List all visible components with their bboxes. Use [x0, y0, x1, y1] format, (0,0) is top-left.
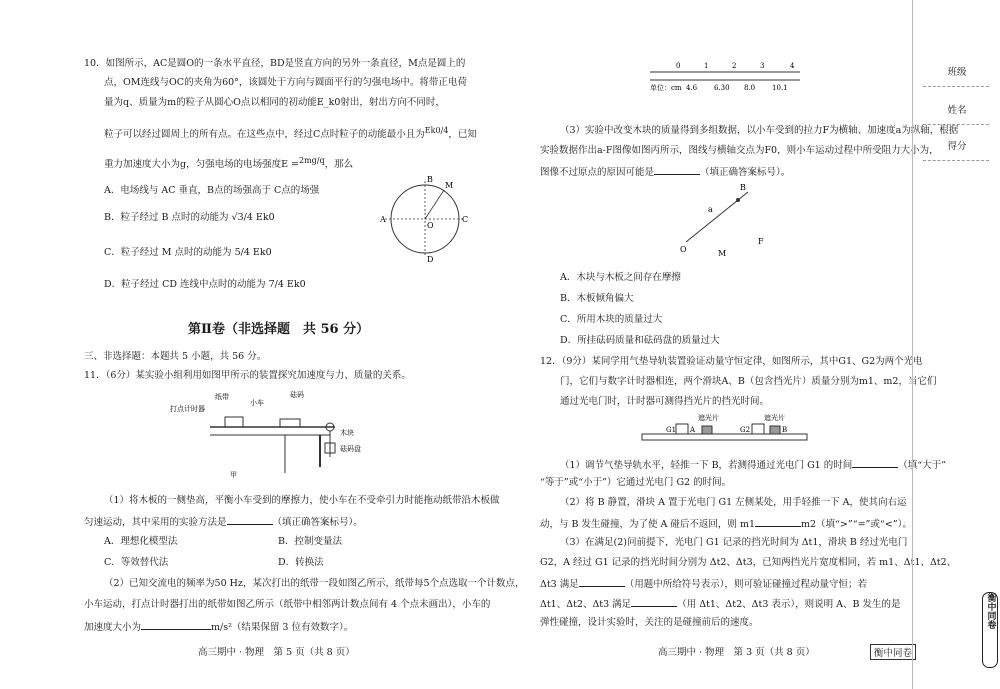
q11-p1: （1）将木板的一侧垫高，平衡小车受到的摩擦力，使小车在不受牵引力时能拖动纸带沿木板做	[104, 495, 500, 506]
q10-line4: 粒子可以经过圆周上的所有点。在这些点中，经过C点时粒子的动能最小且为$^{Ek0/4}$，已知	[104, 126, 477, 140]
q11-p2: （2）已知交流电的频率为50 Hz，某次打出的纸带一段如图乙所示，纸带每5个点选取一个计数点，	[104, 578, 525, 589]
track-label-g2: G2	[740, 426, 751, 434]
q11-p2c: 加速度大小为 m/s²（结果保留 3 位有效数字）。	[84, 622, 354, 633]
circle-label-d: D	[427, 255, 434, 262]
tape-seg-2: 8.0	[744, 84, 756, 92]
q11-answer-blank-1[interactable]	[227, 515, 273, 525]
tape-units: 单位：cm	[650, 84, 682, 92]
q12-p2: “等于”或“小于”）它通过光电门 G2 的时间。	[540, 477, 732, 488]
binding-sidebar	[912, 0, 1000, 689]
circle-label-o: O	[427, 221, 434, 230]
q12-p6: 弹性碰撞，设计实验时，关注的是碰撞前后的速度。	[540, 617, 759, 628]
circle-label-a: A	[380, 215, 386, 224]
af-label-b: B	[740, 183, 746, 192]
track-label-rgate: 遮光片	[764, 414, 785, 422]
q10-line1: 10．如图所示，AC是圆O的一条水平直径，BD是竖直方向的另外一条直径，M点是圆上的	[84, 58, 466, 69]
q11-apparatus-diagram	[170, 385, 370, 480]
sidebar-field-score: 得分	[947, 141, 967, 152]
track-label-a: A	[690, 426, 696, 434]
tape-seg-1: 6.30	[714, 84, 730, 92]
fig-label-cart: 小车	[250, 399, 264, 407]
fig-label-weight: 砝码	[290, 391, 304, 399]
af-label-o: O	[680, 245, 687, 254]
tape-pt-3: 3	[760, 62, 765, 70]
circle-label-b: B	[427, 176, 433, 184]
q11-opt-c: C．等效替代法	[104, 557, 169, 568]
fig-label-timer: 打点计时器	[170, 405, 205, 413]
af-label-m: M	[718, 249, 727, 258]
q11-p1b: 匀速运动，其中采用的实验方法是 （填正确答案标号）。	[84, 517, 363, 528]
q12-answer-blank-2[interactable]	[755, 517, 801, 527]
left-footer: 高三期中 · 物理 第 5 页（共 8 页）	[198, 647, 355, 658]
q10-option-a: A．电场线与 AC 垂直，B点的场强高于 C点的场强	[104, 185, 320, 196]
tape-pt-1: 1	[704, 62, 709, 70]
q12-p4b: G2，A 经过 G1 记录的挡光时间分别为 Δt2、Δt3，已知两挡光片宽度相同，若 m1、Δt1、Δt2、	[540, 557, 957, 568]
q11b-answer-blank[interactable]	[654, 165, 700, 175]
fig-label-tray: 砝码盘	[340, 445, 361, 453]
circle-label-c: C	[462, 215, 469, 224]
fig-label-block: 木块	[340, 429, 354, 437]
q11b-p3: （3）实验中改变木块的质量得到多组数据，以小车受到的拉力F为横轴、加速度a为纵轴，根据	[560, 125, 959, 136]
q11b-opt-d: D．所挂砝码质量和砝码盘的质量过大	[560, 335, 720, 346]
af-label-a: a	[708, 205, 713, 214]
q10-option-c: C．粒子经过 M 点时的动能为 5/4 Ek0	[104, 247, 272, 258]
q12-answer-blank-4[interactable]	[631, 597, 677, 607]
q11b-p3c: 图像不过原点的原因可能是 （填正确答案标号）。	[540, 167, 791, 178]
sidebar-field-class: 班级	[947, 67, 967, 78]
track-label-lgate: 遮光片	[698, 414, 719, 422]
q12-intro3: 通过光电门时，计时器可测得挡光片的挡光时间。	[560, 396, 770, 407]
circle-label-m: M	[445, 181, 454, 190]
q12-p3b: 动，与 B 发生碰撞，为了使 A 碰后不返回，则 m1 m2（填“>”“=”或“<”）。	[540, 519, 912, 530]
q12-p3: （2）将 B 静置，滑块 A 置于光电门 G1 左侧某处，用手轻推一下 A，使其向右运	[560, 497, 907, 508]
right-footer-tag: 衡中同卷	[870, 644, 916, 660]
q10-option-b: B．粒子经过 B 点时的动能为 √3/4 Ek0	[104, 212, 275, 223]
q12-intro2: 门，它们与数字计时器相连，两个滑块A、B（包含挡光片）质量分别为m1、m2，当它们	[560, 376, 937, 387]
spine-seal: 衡中同卷	[982, 592, 998, 668]
q10-line3: 量为q、质量为m的粒子从圆心O点以相同的初动能E_k0射出，射出方向不同时，	[104, 97, 445, 108]
q12-p5: Δt1、Δt2、Δt3 满足 （用 Δt1、Δt2、Δt3 表示），则说明 A、B 发生的是	[540, 599, 901, 610]
fig-label-tape: 纸带	[215, 393, 229, 401]
q11-opt-a: A．理想化模型法	[104, 536, 178, 547]
track-label-g1: G1	[666, 426, 677, 434]
air-track-diagram	[640, 410, 810, 448]
q12-p1: （1）调节气垫导轨水平，轻推一下 B，若测得通过光电门 G1 的时间 （填“大于”	[560, 460, 946, 471]
sidebar-field-name: 姓名	[947, 105, 967, 116]
tape-pt-4: 4	[790, 62, 795, 70]
fig-label-note: 甲	[230, 471, 237, 479]
q11-opt-b: B．控制变量法	[278, 536, 342, 547]
q11-p2b: 小车运动，打点计时器打出的纸带如图乙所示（纸带中相邻两计数点间有 4 个点未画出），小车的	[84, 599, 491, 610]
q10-circle-diagram	[380, 176, 470, 262]
q11b-opt-c: C．所用木块的质量过大	[560, 314, 663, 325]
q11-answer-blank-2[interactable]	[141, 620, 211, 630]
q10-line5: 重力加速度大小为g，匀强电场的电场强度E =$^{2mg/q}$，那么	[104, 156, 354, 170]
track-label-b: B	[782, 426, 788, 434]
af-graph-diagram	[678, 182, 768, 258]
q11-opt-d: D．转换法	[278, 557, 324, 568]
q11b-p3b: 实验数据作出a-F图像如图丙所示，图线与横轴交点为F0，则小车运动过程中所受阻力大小为，	[540, 145, 939, 156]
sidebar-line-name[interactable]	[923, 124, 989, 125]
q12-answer-blank-3[interactable]	[579, 577, 625, 587]
q11b-opt-a: A．木块与木板之间存在摩擦	[560, 272, 681, 283]
q12-p4c: Δt3 满足 （用题中所给符号表示），则可验证碰撞过程动量守恒；若	[540, 579, 868, 590]
af-label-f: F	[758, 237, 764, 246]
q11-intro: 11．（6分）某实验小组利用如图甲所示的装置探究加速度与力、质量的关系。	[84, 370, 411, 381]
section-note: 三、非选择题：本题共 5 小题，共 56 分。	[84, 351, 267, 362]
q12-answer-blank-1[interactable]	[852, 458, 898, 468]
tape-pt-2: 2	[732, 62, 737, 70]
tape-pt-0: 0	[676, 62, 681, 70]
right-footer: 高三期中 · 物理 第 3 页（共 8 页）	[658, 647, 815, 658]
tape-diagram	[650, 58, 810, 98]
q11b-opt-b: B．木板倾角偏大	[560, 293, 634, 304]
sidebar-line-score[interactable]	[923, 160, 989, 161]
sidebar-line-class[interactable]	[923, 86, 989, 87]
section-title: 第Ⅱ卷（非选择题 共 56 分）	[188, 322, 370, 337]
q10-option-d: D．粒子经过 CD 连线中点时的动能为 7/4 Ek0	[104, 279, 306, 290]
tape-seg-0: 4.6	[686, 84, 698, 92]
q12-p4: （3）在满足(2)问前提下，光电门 G1 记录的挡光时间为 Δt1，滑块 B 经过光电门	[560, 537, 908, 548]
q12-intro: 12．（9分）某同学用气垫导轨装置验证动量守恒定律，如图所示，其中G1、G2为两个光电	[540, 356, 923, 367]
tape-seg-3: 10.1	[772, 84, 788, 92]
q10-line2: 点，OM连线与OC的夹角为60°，该圆处于方向与圆面平行的匀强电场中。将带正电荷	[104, 77, 467, 88]
